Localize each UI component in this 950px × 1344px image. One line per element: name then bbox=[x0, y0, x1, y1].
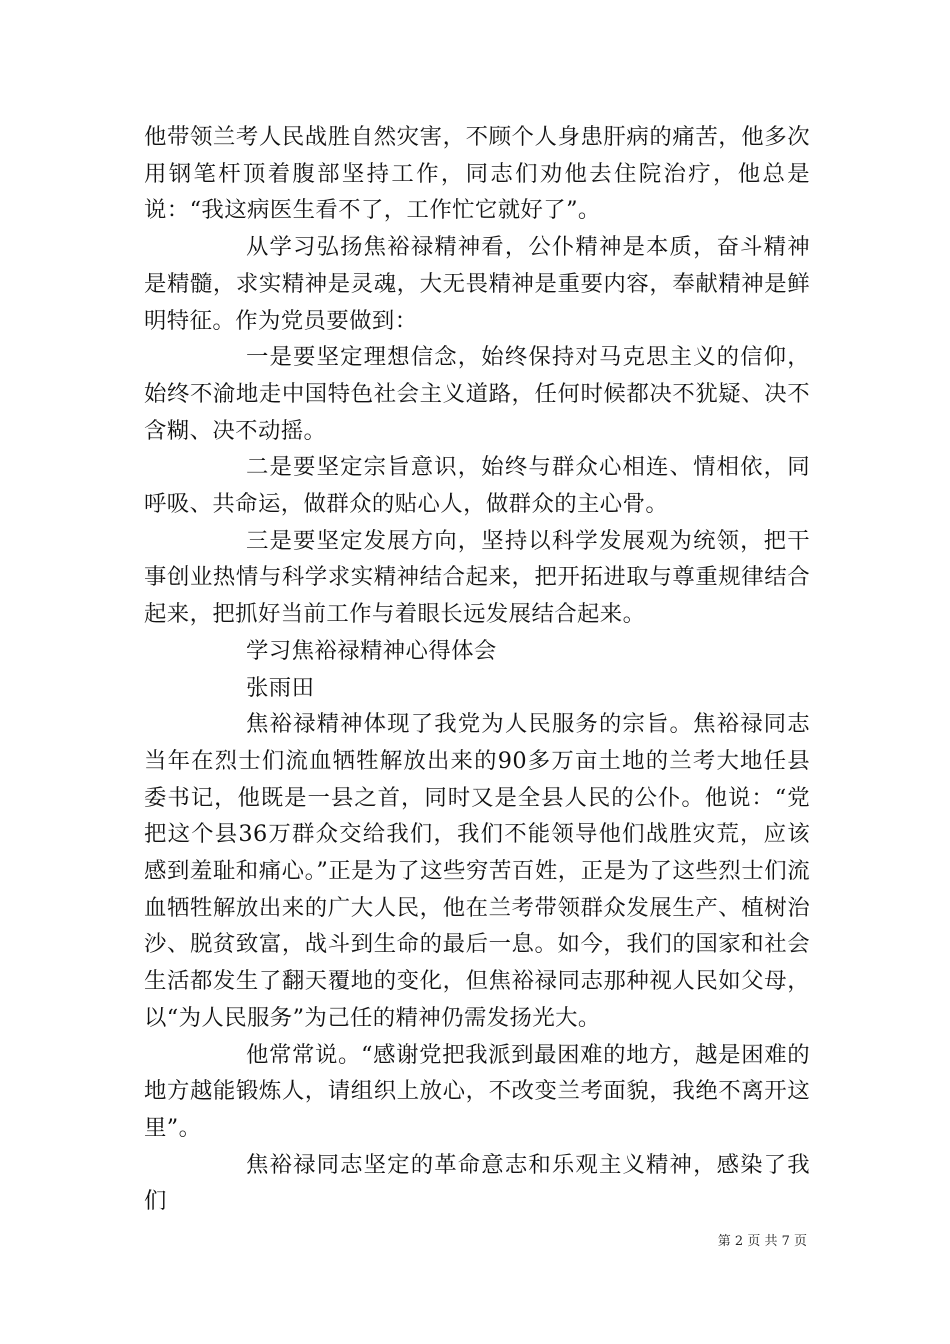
paragraph-5: 三是要坚定发展方向，坚持以科学发展观为统领，把干事创业热情与科学求实精神结合起来，把开拓进取与尊重规律结合起来，把抓好当前工作与着眼长远发展结合起来。 bbox=[144, 527, 810, 628]
document-body bbox=[144, 119, 810, 1220]
paragraph-7: 他常常说。“感谢党把我派到最困难的地方，越是困难的地方越能锻炼人，请组织上放心，不改变兰考面貌，我绝不离开这里”。 bbox=[144, 1041, 810, 1141]
paragraph-1: 他带领兰考人民战胜自然灾害，不顾个人身患肝病的痛苦，他多次用钢笔杆顶着腹部坚持工作，同志们劝他去住院治疗，他总是说：“我这病医生看不了，工作忙它就好了”。 bbox=[144, 124, 810, 224]
article-title: 学习焦裕禄精神心得体会 bbox=[246, 637, 497, 664]
paragraph-6: 焦裕禄精神体现了我党为人民服务的宗旨。焦裕禄同志当年在烈士们流血牺牲解放出来的90多万亩土地的兰考大地任县委书记，他既是一县之首，同时又是全县人民的公仆。他说：“党把这个县36万群众交给我们，我们不能领导他们战胜灾荒，应该感到羞耻和痛心。”正是为了这些穷苦百姓，正是为了这些烈士们流血牺牲解放出来的广大人民，他在兰考带领群众发展生产、植树治沙、脱贫致富，战斗到生命的最后一息。如今，我们的国家和社会生活都发生了翻天覆地的变化，但焦裕禄同志那种视人民如父母，以“为人民服务”为己任的精神仍需发扬光大。 bbox=[144, 711, 810, 1031]
paragraph-4: 二是要坚定宗旨意识，始终与群众心相连、情相依，同呼吸、共命运，做群众的贴心人，做群众的主心骨。 bbox=[144, 454, 810, 518]
paragraph-3: 一是要坚定理想信念，始终保持对马克思主义的信仰，始终不渝地走中国特色社会主义道路，任何时候都决不犹疑、决不含糊、决不动摇。 bbox=[144, 344, 810, 444]
paragraph-2: 从学习弘扬焦裕禄精神看，公仆精神是本质，奋斗精神是精髓，求实精神是灵魂，大无畏精神是重要内容，奉献精神是鲜明特征。作为党员要做到： bbox=[144, 234, 810, 334]
page-number-footer: 第 2 页 共 7 页 bbox=[717, 1234, 807, 1249]
article-author: 张雨田 bbox=[246, 674, 315, 701]
paragraph-8: 焦裕禄同志坚定的革命意志和乐观主义精神，感染了我们 bbox=[144, 1151, 810, 1215]
